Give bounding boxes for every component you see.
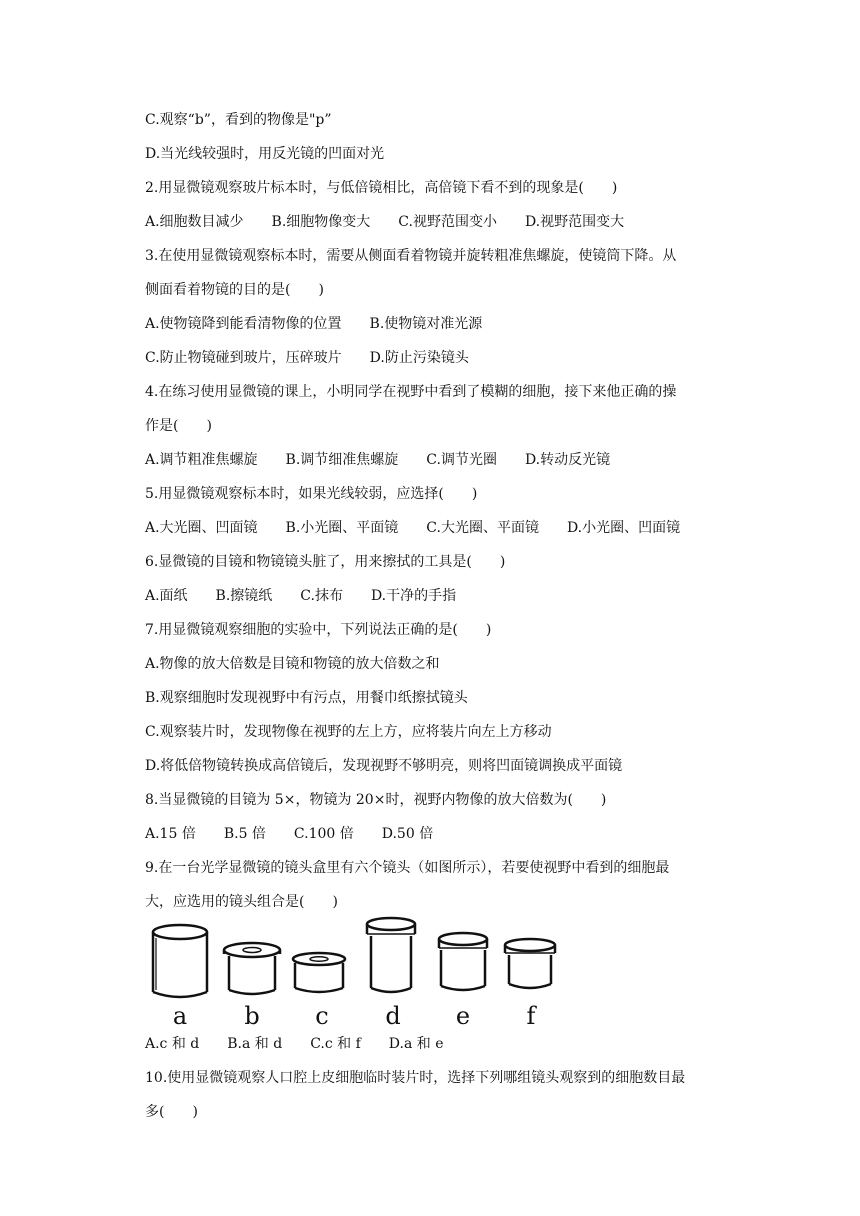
lens-label-c: c (315, 1002, 329, 1030)
question-9: 9.在一台光学显微镜的镜头盒里有六个镜头（如图所示），若要使视野中看到的细胞最 (145, 860, 670, 876)
text-line: D.当光线较强时，用反光镜的凹面对光 (145, 146, 385, 162)
question-2: 2.用显微镜观察玻片标本时，与低倍镜相比，高倍镜下看不到的现象是( ) (145, 180, 618, 196)
lens-label-e: e (455, 1002, 471, 1030)
question-4: 4.在练习使用显微镜的课上，小明同学在视野中看到了模糊的细胞，接下来他正确的操 (145, 384, 677, 400)
question-8-options: A.15 倍 B.5 倍 C.100 倍 D.50 倍 (145, 826, 434, 842)
lens-e (439, 933, 487, 990)
lens-d (367, 918, 415, 992)
question-8: 8.当显微镜的目镜为 5×，物镜为 20×时，视野内物像的放大倍数为( ) (145, 792, 607, 808)
lens-drawing (145, 912, 565, 1030)
lens-f (505, 939, 555, 988)
question-4-options: A.调节粗准焦螺旋 B.调节细准焦螺旋 C.调节光圈 D.转动反光镜 (145, 452, 611, 468)
question-6-options: A.面纸 B.擦镜纸 C.抹布 D.干净的手指 (145, 588, 457, 604)
question-5-options: A.大光圈、凹面镜 B.小光圈、平面镜 C.大光圈、平面镜 D.小光圈、凹面镜 (145, 520, 681, 536)
question-7-option-c: C.观察装片时，发现物像在视野的左上方，应将装片向左上方移动 (145, 724, 552, 740)
question-10-cont: 多( ) (145, 1104, 198, 1120)
question-7-option-d: D.将低倍物镜转换成高倍镜后，发现视野不够明亮，则将凹面镜调换成平面镜 (145, 758, 623, 774)
question-7: 7.用显微镜观察细胞的实验中，下列说法正确的是( ) (145, 622, 492, 638)
question-7-option-b: B.观察细胞时发现视野中有污点，用餐巾纸擦拭镜头 (145, 690, 468, 706)
question-3: 3.在使用显微镜观察标本时，需要从侧面看着物镜并旋转粗准焦螺旋，使镜筒下降。从 (145, 248, 677, 264)
lens-label-d: d (385, 1002, 401, 1030)
question-7-option-a: A.物像的放大倍数是目镜和物镜的放大倍数之和 (145, 656, 440, 672)
question-4-cont: 作是( ) (145, 418, 212, 434)
lens-b (224, 943, 280, 994)
question-2-options: A.细胞数目减少 B.细胞物像变大 C.视野范围变小 D.视野范围变大 (145, 214, 625, 230)
question-3-options-cd: C.防止物镜碰到玻片，压碎玻片 D.防止污染镜头 (145, 350, 469, 366)
lens-c (293, 953, 345, 992)
question-3-cont: 侧面看着物镜的目的是( ) (145, 282, 324, 298)
lens-label-b: b (244, 1002, 260, 1030)
question-3-options-ab: A.使物镜降到能看清物像的位置 B.使物镜对准光源 (145, 316, 483, 332)
lens-a (153, 925, 207, 997)
text-line: C.观察“b”，看到的物像是"p” (145, 112, 332, 128)
lens-label-f: f (526, 1002, 536, 1030)
question-5: 5.用显微镜观察标本时，如果光线较弱，应选择( ) (145, 486, 478, 502)
lens-figure (145, 912, 565, 1030)
question-6: 6.显微镜的目镜和物镜镜头脏了，用来擦拭的工具是( ) (145, 554, 506, 570)
lens-label-a: a (172, 1002, 188, 1030)
question-9-cont: 大，应选用的镜头组合是( ) (145, 894, 338, 910)
question-10: 10.使用显微镜观察人口腔上皮细胞临时装片时，选择下列哪组镜头观察到的细胞数目最 (145, 1070, 686, 1086)
question-9-options: A.c 和 d B.a 和 d C.c 和 f D.a 和 e (145, 1036, 444, 1052)
